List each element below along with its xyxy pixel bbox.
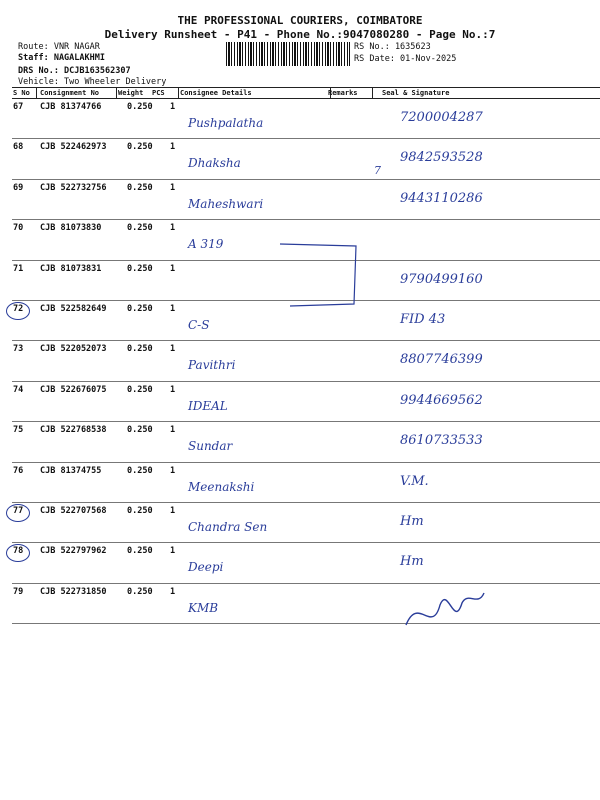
col-divider [178,87,179,98]
row-consignee-handwriting: Sundar [188,439,233,454]
row-weight: 0.250 [127,223,153,234]
row-sno: 68 [13,142,24,153]
col-header-sno: S No [13,89,30,97]
row-pcs: 1 [170,344,176,355]
row-sno: 73 [13,344,24,355]
row-pcs: 1 [170,465,176,476]
table-top-rule [12,87,600,88]
row-consignment-no: CJB 522582649 [40,304,107,314]
row-consignee-handwriting: Chandra Sen [188,520,268,534]
row-consignment-no: CJB 522732756 [40,182,107,193]
row-pcs: 1 [170,304,176,314]
rs-date: RS Date: 01-Nov-2025 [354,54,457,64]
row-consignment-no: CJB 522676075 [40,384,107,395]
row-divider [12,623,600,624]
row-sno: 74 [13,384,24,395]
row-sno: 71 [13,263,24,274]
row-sno: 67 [13,102,24,112]
row-consignee-handwriting: Pushpalatha [188,116,264,130]
row-consignee-handwriting: IDEAL [188,398,228,413]
row-sno: 69 [13,182,24,193]
row-seal-handwriting: FID 43 [400,312,446,327]
row-pcs: 1 [170,182,176,193]
row-sno: 72 [13,304,24,314]
row-weight: 0.250 [127,182,153,193]
row-pcs: 1 [170,506,176,516]
row-consignee-handwriting: Dhaksha [188,156,241,171]
row-sno: 77 [13,506,24,516]
row-weight: 0.250 [127,344,153,355]
row-weight: 0.250 [127,263,153,274]
row-divider [12,502,600,503]
row-pcs: 1 [170,384,176,395]
row-consignment-no: CJB 81073831 [40,263,102,274]
row-seal-handwriting: 9443110286 [400,190,483,206]
row-divider [12,583,600,584]
row-weight: 0.250 [127,102,153,112]
row-seal-handwriting: Hm [400,514,424,529]
row-remarks-handwriting: 7 [374,164,381,178]
header-bottom-rule [12,98,600,99]
row-consignment-no: CJB 522707568 [40,506,107,516]
row-weight: 0.250 [127,506,153,516]
route-label: Route: VNR NAGAR [18,42,100,52]
row-weight: 0.250 [127,142,153,153]
hand-circle-72 [6,302,30,320]
row-pcs: 1 [170,263,176,274]
row-seal-handwriting: Hm [400,554,424,570]
col-header-remarks: Remarks [328,89,358,97]
row-pcs: 1 [170,586,176,597]
row-weight: 0.250 [127,425,153,436]
row-consignment-no: CJB 522052073 [40,344,107,355]
row-sno: 79 [13,586,24,597]
row-divider [12,381,600,382]
row-consignment-no: CJB 81073830 [40,223,102,234]
row-seal-handwriting: 8610733533 [400,433,483,449]
row-sno: 78 [13,546,24,557]
row-divider [12,421,600,422]
row-consignee-handwriting: KMB [188,600,219,615]
row-seal-handwriting: V.M. [400,473,429,489]
row-divider [12,219,600,220]
row-seal-handwriting: 9944669562 [400,392,483,408]
barcode-image [226,42,350,66]
row-pcs: 1 [170,546,176,557]
hand-circle-77 [6,504,30,522]
row-weight: 0.250 [127,304,153,314]
col-divider [372,87,373,98]
row-pcs: 1 [170,223,176,234]
row-divider [12,462,600,463]
col-header-pcs: PCS [152,89,165,97]
rs-number: RS No.: 1635623 [354,42,431,52]
row-seal-handwriting: 7200004287 [400,110,483,125]
row-weight: 0.250 [127,586,153,597]
row-seal-handwriting: 9842593528 [400,150,483,166]
hand-bracket-mark [270,236,370,316]
row-pcs: 1 [170,142,176,153]
col-header-consignment: Consignment No [40,89,100,97]
row-divider [12,179,600,180]
row-consignment-no: CJB 81374766 [40,102,102,112]
staff-label: Staff: NAGALAKHMI [18,53,105,63]
row-consignee-handwriting: Deepi [188,560,224,575]
row-seal-handwriting: 9790499160 [400,271,483,287]
row-consignment-no: CJB 522797962 [40,546,107,557]
row-sno: 76 [13,465,24,476]
hand-circle-78 [6,544,30,562]
row-divider [12,542,600,543]
col-header-seal: Seal & Signature [382,89,450,97]
row-consignment-no: CJB 522768538 [40,425,107,436]
row-consignee-handwriting: Maheshwari [188,196,264,211]
row-consignment-no: CJB 522731850 [40,586,107,597]
row-pcs: 1 [170,425,176,436]
row-sno: 75 [13,425,24,436]
row-consignment-no: CJB 522462973 [40,142,107,153]
row-weight: 0.250 [127,384,153,395]
signature-scribble [400,585,490,645]
row-divider [12,340,600,341]
drs-label: DRS No.: DCJB163562307 [18,66,131,76]
col-header-weight: Weight [118,89,144,97]
row-weight: 0.250 [127,465,153,476]
row-pcs: 1 [170,102,176,112]
row-sno: 70 [13,223,24,234]
row-consignment-no: CJB 81374755 [40,465,102,476]
col-divider [36,87,37,98]
col-header-consignee: Consignee Details [180,89,252,97]
row-consignee-handwriting: A 319 [188,237,224,252]
col-divider [116,87,117,98]
row-consignee-handwriting: C-S [188,318,210,332]
runsheet-subtitle: Delivery Runsheet - P41 - Phone No.:9047080280 - Page No.:7 [104,28,496,41]
company-title: THE PROFESSIONAL COURIERS, COIMBATORE [177,14,423,27]
row-consignee-handwriting: Meenakshi [188,479,255,494]
row-divider [12,138,600,139]
row-weight: 0.250 [127,546,153,557]
row-seal-handwriting: 8807746399 [400,352,483,368]
row-consignee-handwriting: Pavithri [188,358,236,373]
vehicle-label: Vehicle: Two Wheeler Delivery [18,77,167,87]
